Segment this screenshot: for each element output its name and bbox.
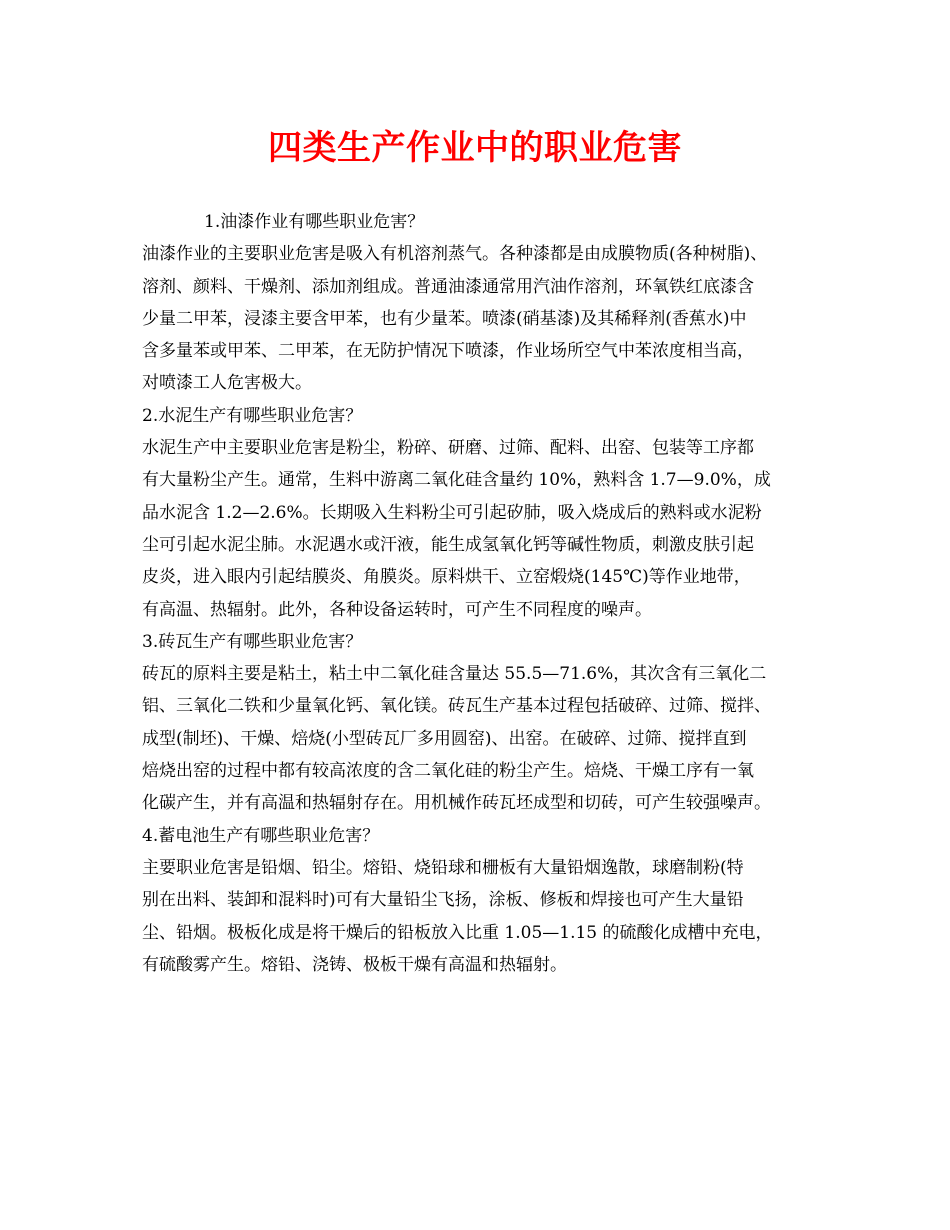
paragraph-line: 有大量粉尘产生。通常，生料中游离二氧化硅含量约 10%，熟料含 1.7—9.0%，成 [142,470,771,491]
section-1-question: 1.油漆作业有哪些职业危害？ [204,212,425,232]
paragraph-line: 主要职业危害是铅烟、铅尘。熔铅、烧铅球和栅板有大量铅烟逸散，球磨制粉(特 [142,857,744,878]
section-4-question: 4.蓄电池生产有哪些职业危害？ [142,825,380,846]
paragraph-line: 尘、铅烟。极板化成是将干燥后的铅板放入比重 1.05—1.15 的硫酸化成槽中充电， [142,922,773,943]
document-body [142,206,814,981]
paragraph-line: 焙烧出窑的过程中都有较高浓度的含二氧化硅的粉尘产生。焙烧、干燥工序有一氧 [142,761,754,782]
paragraph-line: 少量二甲苯，浸漆主要含甲苯，也有少量苯。喷漆(硝基漆)及其稀释剂(香蕉水)中 [142,308,747,329]
section-4-paragraph [142,852,814,981]
section-3-question: 3.砖瓦生产有哪些职业危害？ [142,631,363,652]
section-3-paragraph [142,658,814,819]
paragraph-line: 有高温、热辐射。此外，各种设备运转时，可产生不同程度的噪声。 [142,599,652,620]
section-2-paragraph [142,432,814,626]
paragraph-line: 含多量苯或甲苯、二甲苯，在无防护情况下喷漆，作业场所空气中苯浓度相当高， [142,341,754,362]
paragraph-line: 砖瓦的原料主要是粘土，粘土中二氧化硅含量达 55.5—71.6%，其次含有三氧化二 [142,664,767,685]
paragraph-line: 品水泥含 1.2—2.6%。长期吸入生料粉尘可引起矽肺，吸入烧成后的熟料或水泥粉 [142,502,762,523]
paragraph-line: 对喷漆工人危害极大。 [142,373,312,394]
document-title: 四类生产作业中的职业危害 [268,128,682,168]
section-1-paragraph [142,238,814,399]
paragraph-line: 尘可引起水泥尘肺。水泥遇水或汗液，能生成氢氧化钙等碱性物质，刺激皮肤引起 [142,534,754,555]
paragraph-line: 铝、三氧化二铁和少量氧化钙、氧化镁。砖瓦生产基本过程包括破碎、过筛、搅拌、 [142,696,771,717]
paragraph-line: 成型(制坯)、干燥、焙烧(小型砖瓦厂多用圆窑)、出窑。在破碎、过筛、搅拌直到 [142,728,747,749]
paragraph-line: 别在出料、装卸和混料时)可有大量铅尘飞扬，涂板、修板和焊接也可产生大量铅 [142,890,744,911]
paragraph-line: 化碳产生，并有高温和热辐射存在。用机械作砖瓦坯成型和切砖，可产生较强噪声。 [142,793,771,814]
paragraph-line: 溶剂、颜料、干燥剂、添加剂组成。普通油漆通常用汽油作溶剂，环氧铁红底漆含 [142,276,754,297]
paragraph-line: 水泥生产中主要职业危害是粉尘，粉碎、研磨、过筛、配料、出窑、包装等工序都 [142,438,754,459]
paragraph-line: 有硫酸雾产生。熔铅、浇铸、极板干燥有高温和热辐射。 [142,954,567,975]
section-2-question: 2.水泥生产有哪些职业危害？ [142,405,363,426]
paragraph-line: 皮炎，进入眼内引起结膜炎、角膜炎。原料烘干、立窑煅烧(145℃)等作业地带， [142,567,751,588]
paragraph-line: 油漆作业的主要职业危害是吸入有机溶剂蒸气。各种漆都是由成膜物质(各种树脂)、 [142,244,768,265]
